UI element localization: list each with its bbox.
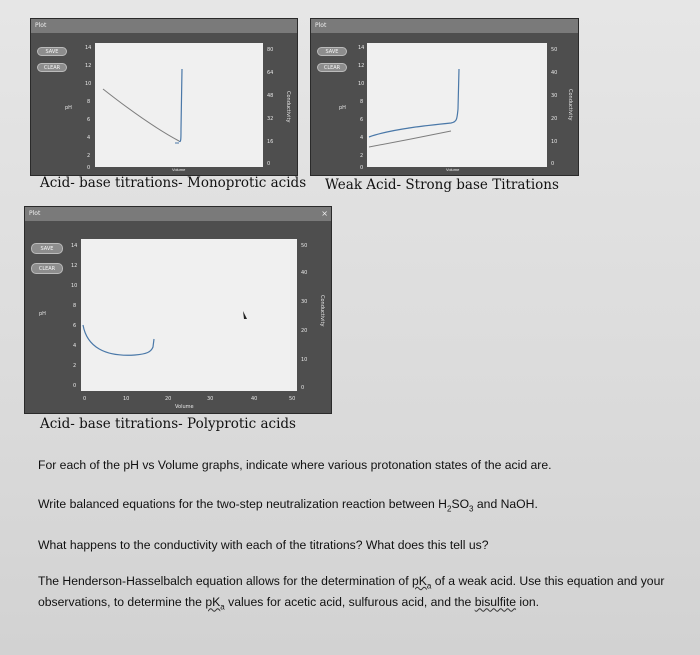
y-axis-label: pH <box>339 105 346 111</box>
plot-svg <box>25 207 331 413</box>
q2-sub: 3 <box>469 504 474 514</box>
ph-curve <box>83 325 154 355</box>
q4-text: values for acetic acid, sulfurous acid, and the <box>224 595 475 610</box>
window-title: Plot <box>311 19 578 33</box>
q4-text: ion. <box>516 595 540 610</box>
question-3: What happens to the conductivity with each of the titrations? What does this tell us? <box>38 538 489 552</box>
window-title: Plot <box>25 207 331 221</box>
x-tick: 20 <box>134 160 141 166</box>
y-tick: 6 <box>360 117 364 123</box>
x-tick: 0 <box>83 396 87 402</box>
y2-tick: 20 <box>551 116 558 122</box>
x-tick: 10 <box>123 396 130 402</box>
y-tick: 14 <box>71 243 78 249</box>
y-tick: 8 <box>73 303 77 309</box>
y-tick: 4 <box>73 343 77 349</box>
x-axis-label: Volume <box>172 167 186 172</box>
q2-sub: 2 <box>446 504 452 514</box>
x-tick: 10 <box>400 160 407 166</box>
plot-window-monoprotic <box>30 18 298 176</box>
x-tick: 50 <box>228 160 235 166</box>
q4-text: The Henderson-Hasselbalch equation allows for the determination of <box>38 574 412 588</box>
y-tick: 2 <box>87 153 91 159</box>
y2-tick: 50 <box>301 243 308 249</box>
x-tick: 20 <box>436 160 443 166</box>
y-tick: 14 <box>85 45 92 51</box>
y-tick: 0 <box>360 165 364 171</box>
clear-button[interactable]: CLEAR <box>31 263 63 274</box>
plot-svg <box>31 19 297 175</box>
x-tick: 30 <box>470 160 477 166</box>
save-button[interactable]: SAVE <box>317 47 347 56</box>
y-tick: 0 <box>73 383 77 389</box>
pka-term: $pK_a$ <box>411 574 432 591</box>
close-icon[interactable]: × <box>321 209 328 218</box>
y2-tick: 0 <box>267 161 271 167</box>
clear-button[interactable]: CLEAR <box>37 63 67 72</box>
window-title: Plot <box>31 19 297 33</box>
x-axis-label: Volume <box>175 404 194 410</box>
x-tick: 30 <box>166 160 173 166</box>
q4-text: of a weak acid. Use this equation and your observations, to determine the <box>38 574 665 610</box>
y2-axis-label: Conductivity <box>567 89 573 121</box>
y2-axis-label: Conductivity <box>319 295 325 327</box>
y2-tick: 0 <box>551 161 555 167</box>
save-button[interactable]: SAVE <box>37 47 67 56</box>
y-axis-label: pH <box>65 105 72 111</box>
question-2 <box>38 497 538 513</box>
y-tick: 4 <box>87 135 91 141</box>
ph-curve <box>369 69 459 137</box>
y-tick: 4 <box>360 135 364 141</box>
y2-tick: 40 <box>301 270 308 276</box>
y2-tick: 64 <box>267 70 274 76</box>
y-tick: 12 <box>71 263 78 269</box>
q2-text: SO <box>451 497 470 511</box>
x-tick: 50 <box>536 160 543 166</box>
y2-tick: 10 <box>551 139 558 145</box>
save-button[interactable]: SAVE <box>31 243 63 254</box>
y-tick: 2 <box>360 153 364 159</box>
y-axis-label: pH <box>39 311 46 317</box>
plot-window-weak-strong <box>310 18 579 176</box>
plot-window-polyprotic <box>24 206 332 414</box>
x-axis-label: Volume <box>446 167 460 172</box>
x-axis-ticks <box>360 160 560 172</box>
y-tick: 2 <box>73 363 77 369</box>
caption-monoprotic: Acid- base titrations- Monoprotic acids <box>40 175 307 191</box>
y-tick: 8 <box>87 99 91 105</box>
y2-tick: 0 <box>301 385 305 391</box>
y-tick: 10 <box>358 81 365 87</box>
q2-text: Write balanced equations for the two-step neutralization reaction between H <box>38 497 447 511</box>
caption-polyprotic: Acid- base titrations- Polyprotic acids <box>40 416 296 432</box>
y-tick: 14 <box>358 45 365 51</box>
cursor-pointer-icon <box>243 311 247 319</box>
x-tick: 40 <box>251 396 258 402</box>
ph-curve <box>179 69 182 142</box>
y2-tick: 20 <box>301 328 308 334</box>
y-tick: 10 <box>85 81 92 87</box>
conductivity-curve <box>103 89 179 141</box>
y2-tick: 40 <box>551 70 558 76</box>
x-tick: 30 <box>207 396 214 402</box>
y2-tick: 30 <box>551 93 558 99</box>
y-tick: 10 <box>71 283 78 289</box>
clear-button[interactable]: CLEAR <box>317 63 347 72</box>
y-tick: 8 <box>360 99 364 105</box>
y2-tick: 16 <box>267 139 274 145</box>
pka-term: $pK_a$ <box>205 595 225 612</box>
bisulfite-term: bisulfite <box>474 595 517 610</box>
y-tick: 6 <box>87 117 91 123</box>
question-4 <box>38 573 688 616</box>
y2-axis-label: Conductivity <box>285 91 291 123</box>
q2-text: and NaOH. <box>473 497 538 511</box>
y-tick: 0 <box>87 165 91 171</box>
x-tick: 10 <box>102 160 109 166</box>
y2-tick: 50 <box>551 47 558 53</box>
y2-tick: 10 <box>301 357 308 363</box>
question-1: For each of the pH vs Volume graphs, indicate where various protonation states of the acid are. <box>38 458 552 472</box>
plot-svg <box>311 19 578 175</box>
x-tick: 50 <box>289 396 296 402</box>
y2-tick: 48 <box>267 93 274 99</box>
y-tick: 6 <box>73 323 77 329</box>
y2-tick: 30 <box>301 299 308 305</box>
x-tick: 40 <box>506 160 513 166</box>
caption-weak-strong: Weak Acid- Strong base Titrations <box>325 177 559 193</box>
y2-tick: 32 <box>267 116 274 122</box>
y-tick: 12 <box>85 63 92 69</box>
x-tick: 40 <box>198 160 205 166</box>
y-tick: 12 <box>358 63 365 69</box>
x-tick: 20 <box>165 396 172 402</box>
y2-tick: 80 <box>267 47 274 53</box>
